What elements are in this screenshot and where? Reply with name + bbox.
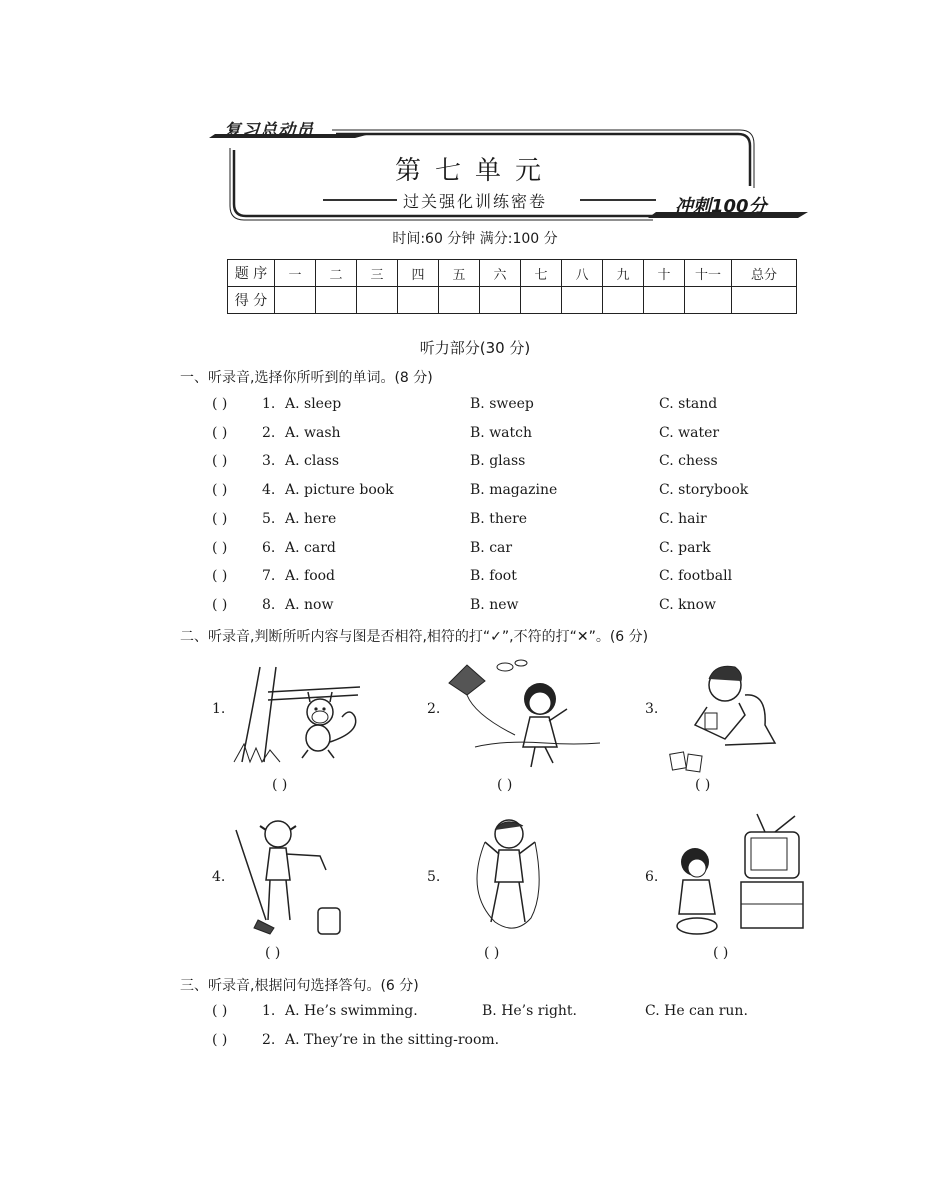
header-tag-text: 复习总动员 [224, 121, 314, 141]
option-b: B. He’s right. [482, 1003, 577, 1019]
option-c: C. storybook [659, 482, 749, 498]
picture-number: 1. [212, 701, 226, 717]
answer-blank[interactable]: ( ) [497, 777, 513, 793]
question-number: 3. [262, 453, 276, 469]
table-header-cell: 八 [562, 260, 603, 287]
option-b: B. foot [470, 568, 517, 584]
part3-heading: 三、听录音,根据问句选择答句。(6 分) [180, 978, 419, 994]
score-cell[interactable] [316, 287, 357, 314]
option-a: A. card [285, 540, 336, 556]
option-a: A. wash [285, 425, 341, 441]
option-a: A. food [285, 568, 336, 584]
score-cell[interactable] [562, 287, 603, 314]
option-c: C. park [659, 540, 711, 556]
question-number: 1. [262, 1003, 276, 1019]
question-number: 2. [262, 425, 276, 441]
answer-blank[interactable]: ( ) [265, 945, 281, 961]
question-number: 8. [262, 597, 276, 613]
boy-playing-cards-icon [665, 655, 780, 775]
table-header-cell: 十 [644, 260, 685, 287]
score-table [227, 259, 797, 314]
answer-blank[interactable]: ( ) [212, 453, 228, 469]
part1-heading: 一、听录音,选择你所听到的单词。(8 分) [180, 370, 433, 386]
question-number: 2. [262, 1032, 276, 1048]
answer-blank[interactable]: ( ) [212, 425, 228, 441]
option-a: A. They’re in the sitting-room. [285, 1032, 500, 1048]
option-b: B. sweep [470, 396, 534, 412]
option-a: A. here [285, 511, 337, 527]
score-cell[interactable] [480, 287, 521, 314]
option-b: B. watch [470, 425, 533, 441]
score-table-row-score [228, 287, 797, 314]
score-cell[interactable] [357, 287, 398, 314]
table-header-cell: 五 [439, 260, 480, 287]
score-cell[interactable] [685, 287, 732, 314]
score-cell[interactable] [644, 287, 685, 314]
table-header-cell: 七 [521, 260, 562, 287]
option-b: B. car [470, 540, 513, 556]
option-a: A. class [285, 453, 340, 469]
answer-blank[interactable]: ( ) [272, 777, 288, 793]
question-number: 5. [262, 511, 276, 527]
part2-heading: 二、听录音,判断所听内容与图是否相符,相符的打“✓”,不符的打“✕”。(6 分) [180, 629, 649, 645]
option-b: B. glass [470, 453, 526, 469]
question-number: 1. [262, 396, 276, 412]
answer-blank[interactable]: ( ) [713, 945, 729, 961]
girl-sweeping-icon [230, 810, 360, 940]
answer-blank[interactable]: ( ) [212, 1003, 228, 1019]
table-header-cell: 四 [398, 260, 439, 287]
option-c: C. hair [659, 511, 707, 527]
answer-blank[interactable]: ( ) [212, 1032, 228, 1048]
score-cell[interactable] [521, 287, 562, 314]
boy-jumping-rope-icon [465, 812, 555, 942]
option-a: A. He’s swimming. [285, 1003, 418, 1019]
monkey-on-tree-icon [230, 662, 370, 772]
table-row-label: 题 序 [228, 260, 275, 287]
answer-blank[interactable]: ( ) [212, 482, 228, 498]
listening-title: 听力部分(30 分) [419, 339, 531, 357]
score-cell[interactable] [275, 287, 316, 314]
option-a: A. sleep [285, 396, 342, 412]
table-header-cell: 总分 [732, 260, 797, 287]
girl-flying-kite-icon [445, 655, 605, 775]
table-header-cell: 三 [357, 260, 398, 287]
option-c: C. football [659, 568, 733, 584]
option-b: B. magazine [470, 482, 558, 498]
sprint-badge [645, 192, 810, 220]
question-number: 6. [262, 540, 276, 556]
answer-blank[interactable]: ( ) [484, 945, 500, 961]
score-cell[interactable] [603, 287, 644, 314]
option-a: A. picture book [285, 482, 394, 498]
answer-blank[interactable]: ( ) [212, 568, 228, 584]
sprint-text: 冲刺100分 [675, 196, 767, 217]
option-c: C. stand [659, 396, 718, 412]
answer-blank[interactable]: ( ) [212, 396, 228, 412]
option-c: C. know [659, 597, 717, 613]
option-a: A. now [285, 597, 334, 613]
option-b: B. new [470, 597, 519, 613]
score-cell[interactable] [439, 287, 480, 314]
score-cell[interactable] [398, 287, 439, 314]
table-header-cell: 六 [480, 260, 521, 287]
table-header-cell: 十一 [685, 260, 732, 287]
option-b: B. there [470, 511, 528, 527]
picture-number: 2. [427, 701, 441, 717]
question-number: 4. [262, 482, 276, 498]
table-header-cell: 二 [316, 260, 357, 287]
score-cell[interactable] [732, 287, 797, 314]
picture-number: 6. [645, 869, 659, 885]
girl-watching-tv-icon [665, 812, 815, 944]
question-number: 7. [262, 568, 276, 584]
answer-blank[interactable]: ( ) [695, 777, 711, 793]
answer-blank[interactable]: ( ) [212, 511, 228, 527]
table-header-cell: 一 [275, 260, 316, 287]
subtitle: 过关强化训练密卷 [402, 192, 547, 211]
unit-title: 第七单元 [394, 156, 555, 186]
answer-blank[interactable]: ( ) [212, 597, 228, 613]
option-c: C. He can run. [645, 1003, 748, 1019]
table-header-cell: 九 [603, 260, 644, 287]
option-c: C. chess [659, 453, 718, 469]
picture-number: 5. [427, 869, 441, 885]
picture-number: 4. [212, 869, 226, 885]
answer-blank[interactable]: ( ) [212, 540, 228, 556]
table-row-label: 得 分 [228, 287, 275, 314]
picture-number: 3. [645, 701, 659, 717]
time-info: 时间:60 分钟 满分:100 分 [392, 231, 558, 247]
score-table-row-order [228, 260, 797, 287]
option-c: C. water [659, 425, 720, 441]
